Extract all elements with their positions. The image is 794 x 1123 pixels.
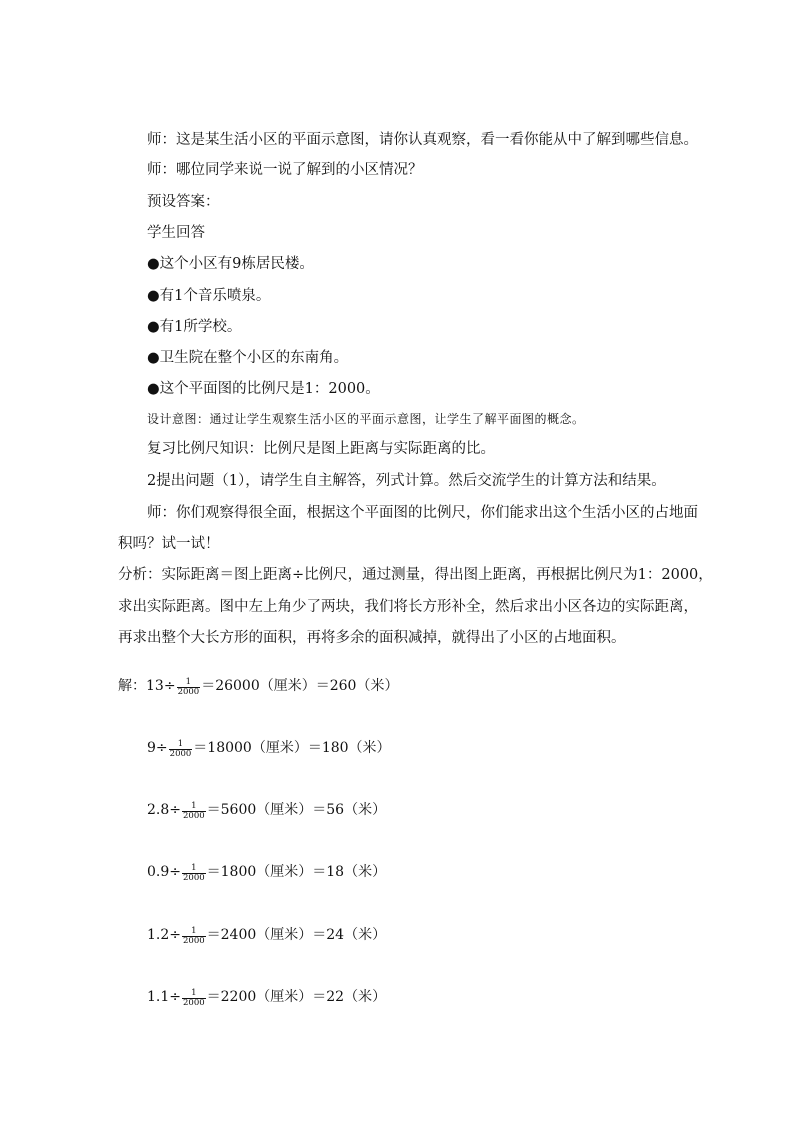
bullet-item-scale: ●这个平面图的比例尺是1：2000。 <box>147 381 380 397</box>
solution-value: 1.2 <box>147 927 170 943</box>
solution-result: ＝2200（厘米）＝22（米） <box>206 989 387 1005</box>
bullet-item-buildings: ●这个小区有9栋居民楼。 <box>147 256 314 272</box>
solution-row-4 <box>147 862 386 882</box>
solution-value: 1.1 <box>147 989 170 1005</box>
scale-review-line: 复习比例尺知识：比例尺是图上距离与实际距离的比。 <box>147 441 495 457</box>
fraction-numerator: 1 <box>191 925 197 936</box>
fraction-denominator: 2000 <box>183 935 205 946</box>
bullet-item-fountain: ●有1个音乐喷泉。 <box>147 288 271 304</box>
solution-row-6 <box>147 987 386 1007</box>
solution-result: ＝18000（厘米）＝180（米） <box>193 740 391 756</box>
fraction-denominator: 2000 <box>183 872 205 883</box>
fraction-numerator: 1 <box>191 800 197 811</box>
solution-value: 0.9 <box>147 864 170 880</box>
solution-row-1 <box>118 676 398 696</box>
fraction-numerator: 1 <box>185 676 192 687</box>
solution-row-3 <box>147 800 386 820</box>
division-sign: ÷ <box>169 802 181 818</box>
solution-result: ＝1800（厘米）＝18（米） <box>206 864 387 880</box>
fraction-numerator: 1 <box>177 738 184 749</box>
scale-fraction <box>169 740 193 759</box>
preset-answer-label: 预设答案： <box>147 194 220 210</box>
solution-value: 13 <box>146 678 164 694</box>
teacher-question-line: 师：哪位同学来说一说了解到的小区情况？ <box>147 162 423 178</box>
student-answer-label: 学生回答 <box>147 225 205 241</box>
division-sign: ÷ <box>155 740 168 756</box>
fraction-numerator: 1 <box>191 862 197 873</box>
fraction-denominator: 2000 <box>183 997 205 1008</box>
problem-prompt-line: 2提出问题（1），请学生自主解答，列式计算。然后交流学生的计算方法和结果。 <box>147 473 666 489</box>
solution-result: ＝2400（厘米）＝24（米） <box>206 927 387 943</box>
solution-prefix: 解： <box>118 678 146 694</box>
teacher-intro-line: 师：这是某生活小区的平面示意图，请你认真观察，看一看你能从中了解到哪些信息。 <box>147 132 698 148</box>
solution-row-2 <box>147 738 391 758</box>
teacher-challenge-line-cont: 积吗？试一试！ <box>118 536 220 552</box>
teacher-challenge-line: 师：你们观察得很全面，根据这个平面图的比例尺，你们能求出这个生活小区的占地面 <box>147 505 698 521</box>
scale-fraction <box>182 927 206 946</box>
solution-value: 9 <box>147 740 156 756</box>
solution-row-5 <box>147 925 386 945</box>
scale-fraction <box>182 802 206 821</box>
bullet-item-school: ●有1所学校。 <box>147 319 242 335</box>
solution-result: ＝5600（厘米）＝56（米） <box>206 802 387 818</box>
division-sign: ÷ <box>169 989 181 1005</box>
division-sign: ÷ <box>169 864 181 880</box>
fraction-numerator: 1 <box>191 987 197 998</box>
analysis-line-1: 分析：实际距离＝图上距离÷比例尺，通过测量，得出图上距离，再根据比例尺为1：2000， <box>118 567 713 583</box>
division-sign: ÷ <box>169 927 181 943</box>
scale-fraction <box>177 678 201 697</box>
fraction-denominator: 2000 <box>183 810 205 821</box>
solution-value: 2.8 <box>147 802 170 818</box>
design-intent-note: 设计意图：通过让学生观察生活小区的平面示意图，让学生了解平面图的概念。 <box>147 412 585 426</box>
bullet-item-clinic: ●卫生院在整个小区的东南角。 <box>147 350 349 366</box>
solution-result: ＝26000（厘米）＝260（米） <box>201 678 399 694</box>
division-sign: ÷ <box>163 678 176 694</box>
scale-fraction <box>182 864 206 883</box>
fraction-denominator: 2000 <box>177 686 200 697</box>
fraction-denominator: 2000 <box>169 748 192 759</box>
scale-fraction <box>182 989 206 1008</box>
analysis-line-2: 求出实际距离。图中左上角少了两块，我们将长方形补全，然后求出小区各边的实际距离， <box>118 599 698 615</box>
analysis-line-3: 再求出整个大长方形的面积，再将多余的面积减掉，就得出了小区的占地面积。 <box>118 630 626 646</box>
